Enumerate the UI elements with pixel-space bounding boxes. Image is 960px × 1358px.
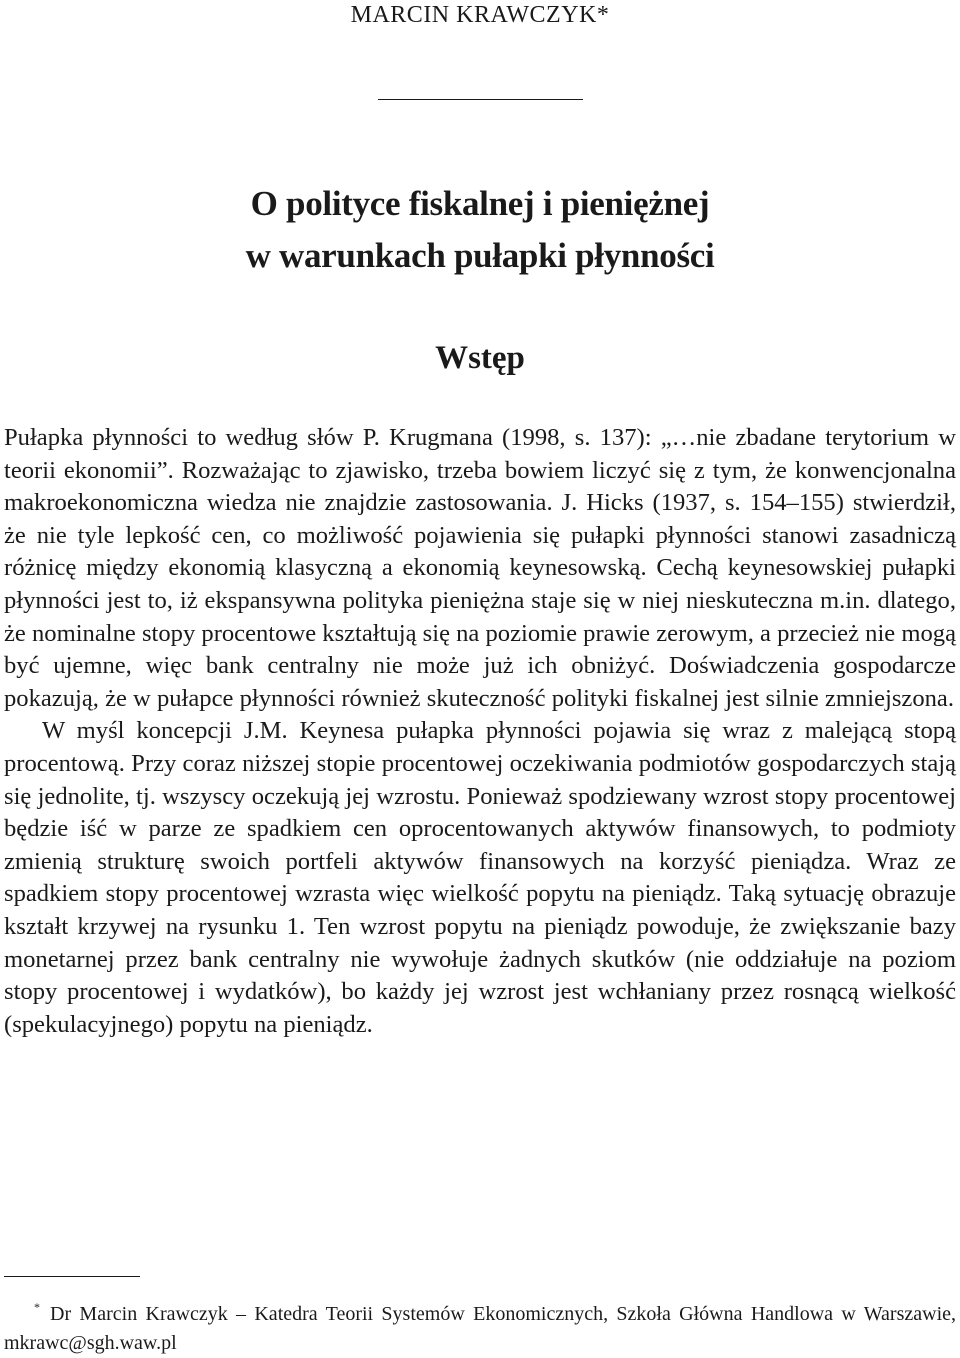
title-line-2: w warunkach pułapki płynności <box>245 236 715 275</box>
article-title <box>0 178 960 282</box>
header-rule <box>378 99 583 100</box>
footnote-text: Dr Marcin Krawczyk – Katedra Teorii Systemów Ekonomicznych, Szkoła Główna Handlowa w Warszawie, mkrawc@sgh.waw.pl <box>4 1303 956 1354</box>
body-paragraph-2: W myśl koncepcji J.M. Keynesa pułapka płynności pojawia się wraz z malejącą stopą procentową. Przy coraz niższej stopie procentowej oczekiwania podmiotów gospodarczych stają się jednolite, tj. wszyscy oczekują jej wzrostu. Ponieważ spodziewany wzrost stopy procentowej będzie iść w parze ze spadkiem cen oprocentowanych aktywów finansowych, to podmioty zmienią strukturę swoich portfeli aktywów finansowych na korzyść pieniądza. Wraz ze spadkiem stopy procentowej wzrasta więc wielkość popytu na pieniądz. Taką sytuację obrazuje kształt krzywej na rysunku 1. Ten wzrost popytu na pieniądz powoduje, że zwiększanie bazy monetarnej przez bank centralny nie wywołuje żadnych skutków (nie oddziałuje na poziom stopy procentowej i wydatków), bo każdy jej wzrost jest wchłaniany przez rosnącą wielkość (spekulacyjnego) popytu na pieniądz. <box>4 717 956 1038</box>
footnote-rule <box>4 1276 140 1277</box>
body-paragraph-1: Pułapka płynności to według słów P. Krugmana (1998, s. 137): „…nie zbadane terytorium w teorii ekonomii”. Rozważając to zjawisko, trzeba bowiem liczyć się z tym, że konwencjonalna makroekonomiczna wiedza nie znajdzie zastosowania. J. Hicks (1937, s. 154–155) stwierdził, że nie tyle lepkość cen, co możliwość pojawienia się pułapki płynności stanowi zasadniczą różnicę między ekonomią klasyczną a ekonomią keynesowską. Cechą keynesowskiej pułapki płynności jest to, iż ekspansywna polityka pieniężna staje się w niej nieskuteczna m.in. dlatego, że nominalne stopy procentowe kształtują się na poziomie prawie zerowym, a przecież nie mogą być ujemne, więc bank centralny nie może już ich obniżyć. Doświadczenia gospodarcze pokazują, że w pułapce płynności również skuteczność polityki fiskalnej jest silnie zmniejszona. <box>4 424 956 712</box>
title-line-1: O polityce fiskalnej i pieniężnej <box>250 184 710 223</box>
footnote-mark: * <box>34 1300 40 1314</box>
footnote <box>4 1293 956 1358</box>
article-body <box>4 422 956 1041</box>
section-heading: Wstęp <box>435 340 525 376</box>
author-name: MARCIN KRAWCZYK* <box>350 2 610 28</box>
